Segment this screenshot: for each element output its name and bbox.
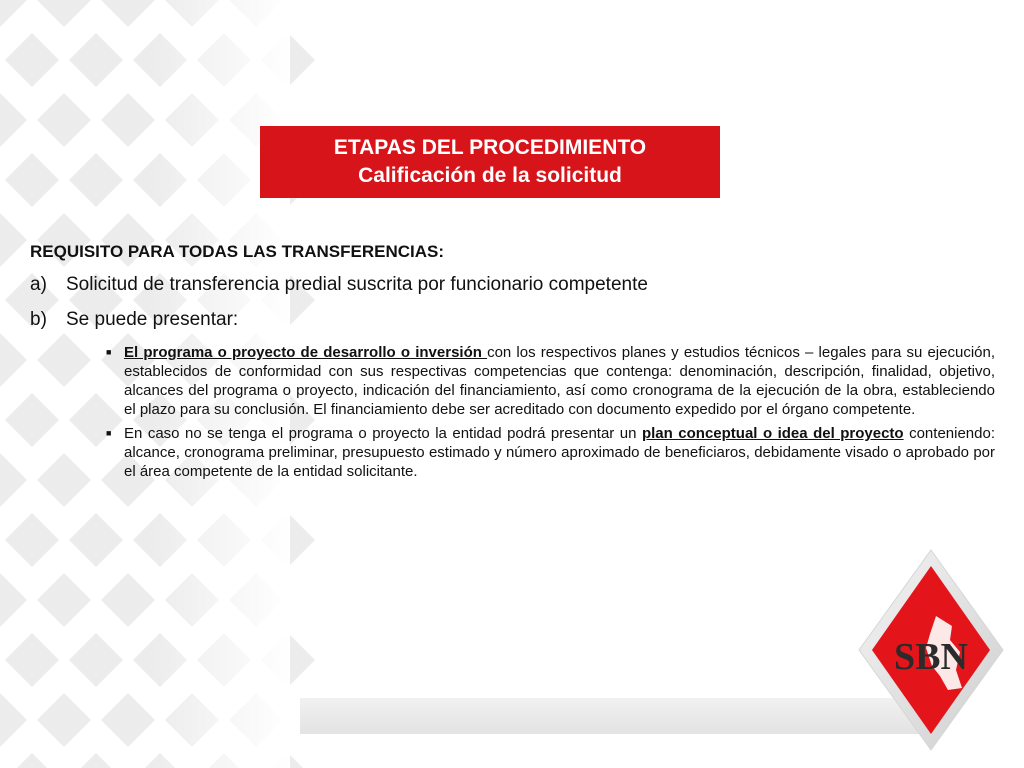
pattern-diamond xyxy=(101,573,155,627)
square-bullet-icon: ■ xyxy=(106,347,112,357)
pattern-diamond xyxy=(5,753,59,768)
pattern-diamond xyxy=(5,153,59,207)
pattern-diamond xyxy=(0,0,27,27)
list-item-b xyxy=(30,308,995,332)
requirement-heading: REQUISITO PARA TODAS LAS TRANSFERENCIAS: xyxy=(30,242,445,261)
bullet-list xyxy=(106,343,995,481)
pattern-diamond xyxy=(69,753,123,768)
title-banner xyxy=(260,126,720,198)
bullet-emphasis: El programa o proyecto de desarrollo o inversión xyxy=(124,344,488,361)
pattern-diamond xyxy=(0,333,27,387)
item-text: Solicitud de transferencia predial suscrita por funcionario competente xyxy=(66,274,648,295)
sbn-logo xyxy=(856,548,1006,753)
pattern-diamond xyxy=(69,33,123,87)
item-letter: a) xyxy=(30,274,47,295)
bullet-item-plan xyxy=(106,424,995,481)
pattern-diamond xyxy=(37,0,91,27)
title-line-1: ETAPAS DEL PROCEDIMIENTO xyxy=(333,136,647,159)
pattern-diamond xyxy=(69,633,123,687)
pattern-diamond xyxy=(37,693,91,747)
pattern-diamond xyxy=(0,93,27,147)
pattern-diamond xyxy=(101,693,155,747)
bullet-text-after: conteniendo: alcance, cronograma preliminar, presupuesto estimado y número aproximado de beneficiaros, debidamente visado o aprobado por el área competente de la entidad solicitante. xyxy=(124,425,996,480)
pattern-diamond xyxy=(0,573,27,627)
pattern-diamond xyxy=(69,513,123,567)
item-text: Se puede presentar: xyxy=(66,309,239,330)
pattern-diamond xyxy=(101,93,155,147)
bullet-text: con los respectivos planes y estudios técnicos – legales para su ejecución, establecidos de conformidad con sus respectivas competencias que contenga: denominación, descripción, finalidad, objetivo, alcances del programa o proyecto, indicación del financiamiento, así como cronograma de la ejecución de la obra, estableciendo el plazo para su conclusión. El financiamiento debe ser acreditado con documento expedido por el órgano competente. xyxy=(124,344,995,418)
list-item-a xyxy=(30,273,995,297)
pattern-diamond xyxy=(69,153,123,207)
pattern-diamond xyxy=(0,453,27,507)
bullet-emphasis: plan conceptual o idea del proyecto xyxy=(641,425,904,442)
title-line-2: Calificación de la solicitud xyxy=(358,164,622,187)
pattern-diamond xyxy=(101,0,155,27)
pattern-diamond xyxy=(37,93,91,147)
bottom-decorative-band xyxy=(300,698,920,734)
logo-text: SBN xyxy=(894,636,968,678)
pattern-diamond xyxy=(5,33,59,87)
pattern-diamond xyxy=(37,573,91,627)
bullet-item-program xyxy=(106,343,995,419)
pattern-diamond xyxy=(0,213,27,267)
square-bullet-icon: ■ xyxy=(106,428,112,438)
slide-content xyxy=(30,242,995,486)
pattern-diamond xyxy=(5,633,59,687)
item-letter: b) xyxy=(30,309,47,330)
pattern-diamond xyxy=(0,693,27,747)
bullet-text-before: En caso no se tenga el programa o proyecto la entidad podrá presentar un xyxy=(124,425,642,442)
pattern-diamond xyxy=(5,513,59,567)
